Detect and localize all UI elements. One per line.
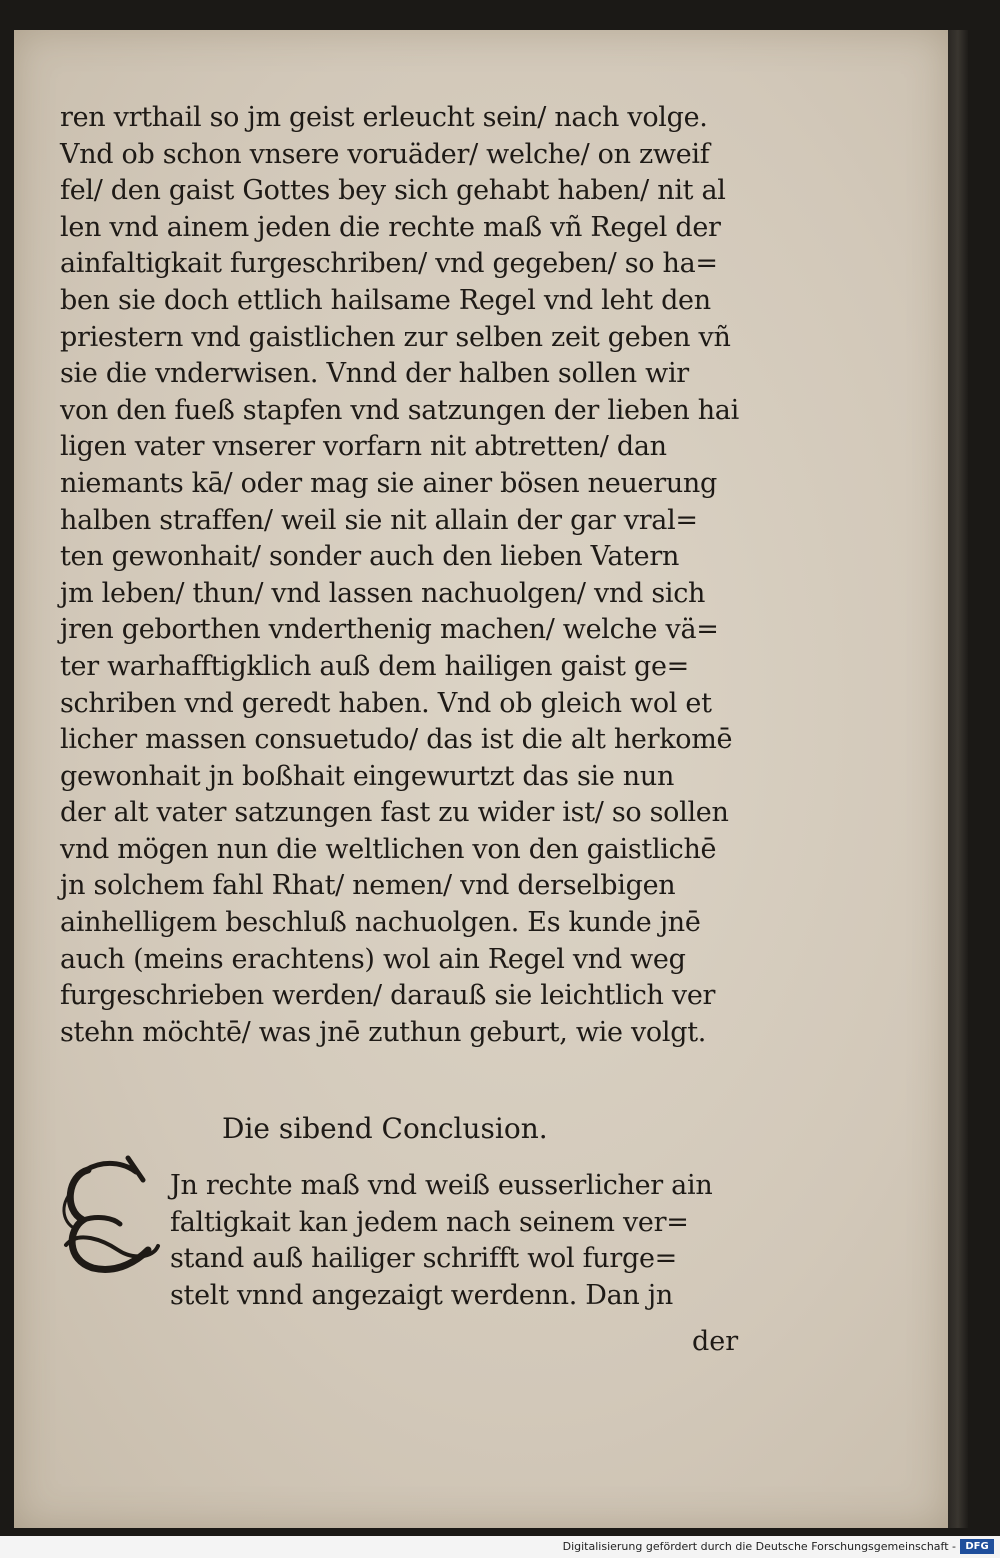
text-line: ren vrthail so jm geist erleucht sein/ nach volge. (60, 102, 708, 133)
text-line: Vnd ob schon vnsere voruäder/ welche/ on zweif (60, 138, 710, 170)
text-line: fel/ den gaist Gottes bey sich gehabt haben/ nit al (60, 175, 726, 207)
text-line: licher massen consuetudo/ das ist die alt herkomē (60, 724, 733, 756)
page-edge (948, 30, 968, 1528)
text-line: auch (meins erachtens) wol ain Regel vnd weg (60, 943, 686, 975)
footer-credit: Digitalisierung gefördert durch die Deutsche Forschungsgemeinschaft - (562, 1540, 956, 1553)
text-line: ainfaltigkait furgeschriben/ vnd gegeben/ so ha= (60, 248, 718, 280)
dfg-logo-icon: DFG (960, 1539, 994, 1554)
text-line: ben sie doch ettlich hailsame Regel vnd leht den (60, 284, 711, 316)
text-line: len vnd ainem jeden die rechte maß vñ Regel der (60, 211, 721, 243)
text-line: stand auß hailiger schrifft wol furge= (170, 1243, 677, 1275)
text-line: ligen vater vnserer vorfarn nit abtretten/ dan (60, 431, 667, 463)
text-line: niemants kā/ oder mag sie ainer bösen neuerung (60, 467, 717, 499)
text-line: priestern vnd gaistlichen zur selben zeit geben vñ (60, 321, 731, 353)
section-heading: Die sibend Conclusion. (222, 1112, 548, 1145)
text-line: faltigkait kan jedem nach seinem ver= (170, 1206, 689, 1238)
text-line: jm leben/ thun/ vnd lassen nachuolgen/ vnd sich (60, 577, 706, 609)
footer-bar (0, 1536, 1000, 1558)
decorated-initial-icon (58, 1150, 168, 1280)
text-line: stehn möchtē/ was jnē zuthun geburt, wie volgt. (60, 1016, 707, 1048)
text-line: furgeschrieben werden/ darauß sie leichtlich ver (60, 980, 716, 1012)
text-line: schriben vnd geredt haben. Vnd ob gleich wol et (60, 687, 712, 719)
text-line: sie die vnderwisen. Vnnd der halben sollen wir (60, 358, 689, 390)
text-line: ter warhafftigklich auß dem hailigen gaist ge= (60, 650, 689, 682)
text-line: stelt vnnd angezaigt werdenn. Dan jn (170, 1279, 673, 1311)
paragraph-two (170, 1168, 760, 1314)
text-line: ten gewonhait/ sonder auch den lieben Vatern (60, 541, 680, 573)
text-line: gewonhait jn boßhait eingewurtzt das sie nun (60, 760, 675, 792)
text-line: Jn rechte maß vnd weiß eusserlicher ain (170, 1170, 713, 1201)
text-line: jren geborthen vnderthenig machen/ welche vä= (60, 614, 719, 646)
text-line: jn solchem fahl Rhat/ nemen/ vnd derselbigen (60, 870, 676, 902)
main-text (60, 100, 760, 1051)
catchword: der (692, 1326, 739, 1357)
text-line: ainhelligem beschluß nachuolgen. Es kunde jnē (60, 907, 701, 939)
text-line: vnd mögen nun die weltlichen von den gaistlichē (60, 833, 717, 865)
text-line: von den fueß stapfen vnd satzungen der lieben hai (60, 394, 739, 426)
text-line: halben straffen/ weil sie nit allain der gar vral= (60, 504, 698, 536)
text-line: der alt vater satzungen fast zu wider ist/ so sollen (60, 797, 729, 829)
